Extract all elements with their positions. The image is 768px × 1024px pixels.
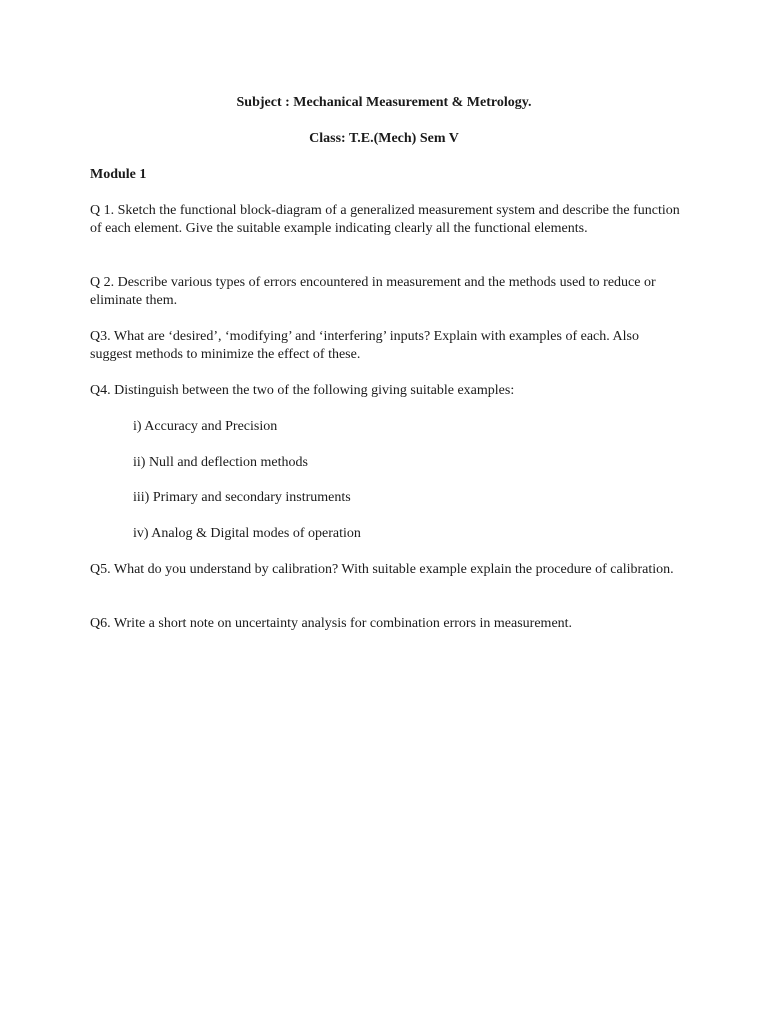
question-4-subitem-1: i) Accuracy and Precision	[133, 419, 278, 434]
question-6: Q6. Write a short note on uncertainty analysis for combination errors in measurement.	[90, 616, 573, 631]
question-4: Q4. Distinguish between the two of the following giving suitable examples:	[90, 383, 515, 398]
module-title: Module 1	[90, 167, 147, 182]
question-4-subitem-4: iv) Analog & Digital modes of operation	[133, 526, 361, 541]
question-2: Q 2. Describe various types of errors encountered in measurement and the methods used to reduce or eliminate them.	[90, 275, 656, 308]
subject-heading: Subject : Mechanical Measurement & Metrology.	[236, 95, 532, 110]
question-4-subitem-2: ii) Null and deflection methods	[133, 455, 308, 470]
question-5: Q5. What do you understand by calibration? With suitable example explain the procedure of calibration.	[90, 562, 674, 577]
class-heading: Class: T.E.(Mech) Sem V	[309, 131, 459, 146]
question-1: Q 1. Sketch the functional block-diagram of a generalized measurement system and describe the function of each element. Give the suitable example indicating clearly all the functional elements.	[90, 203, 680, 236]
question-3: Q3. What are ‘desired’, ‘modifying’ and ‘interfering’ inputs? Explain with examples of each. Also suggest methods to minimize the effect of these.	[90, 329, 639, 362]
question-4-subitem-3: iii) Primary and secondary instruments	[133, 490, 351, 505]
